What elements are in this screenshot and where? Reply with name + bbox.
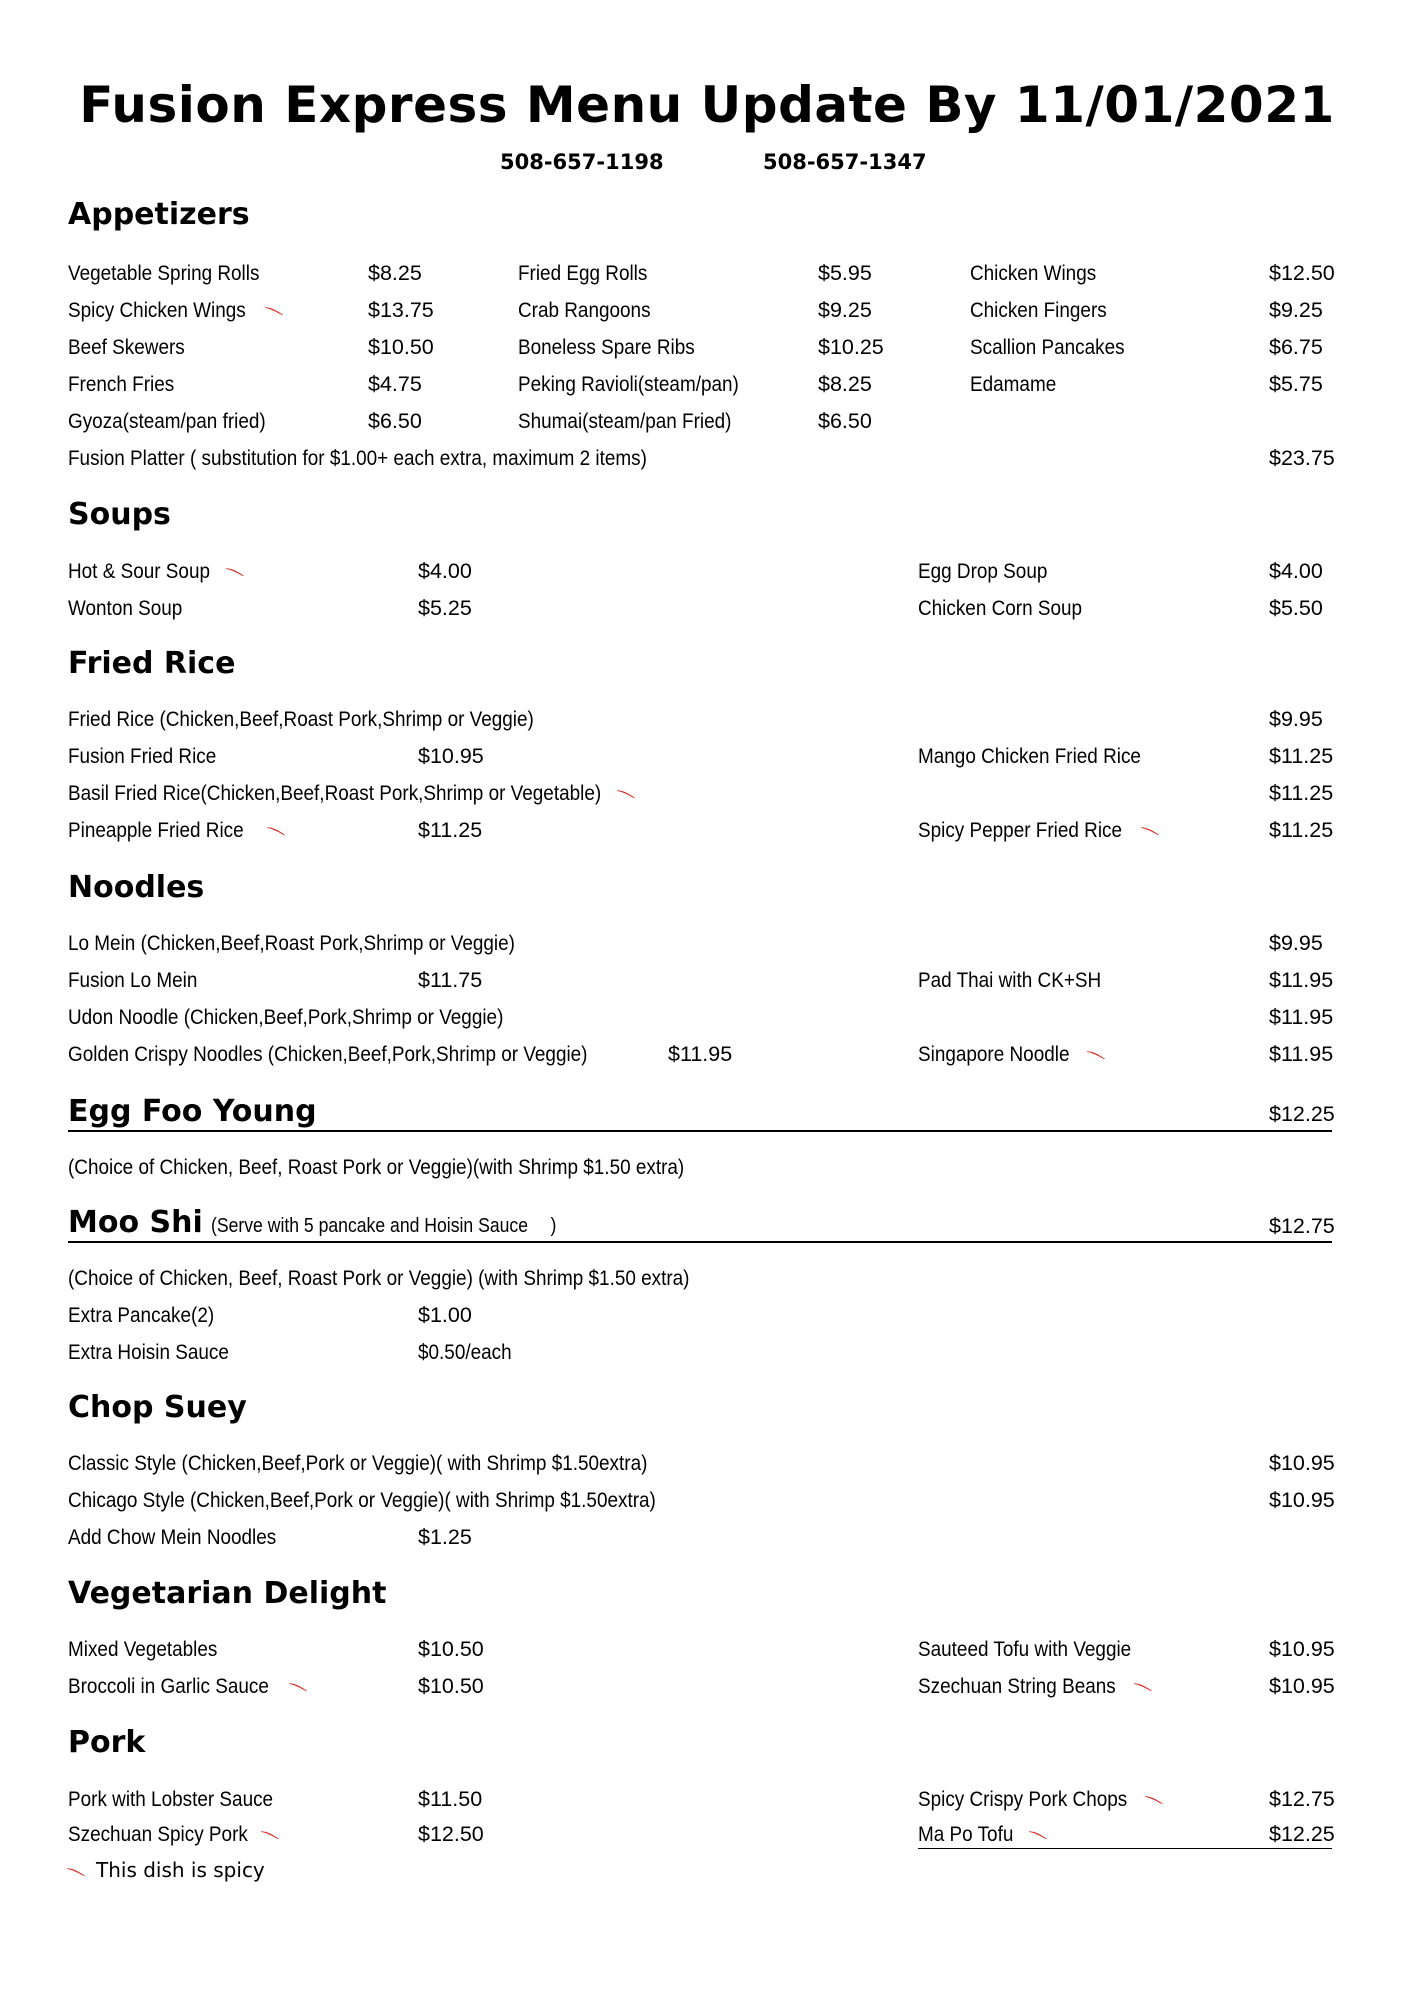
- menu-item-price: $10.95: [1269, 1488, 1335, 1512]
- menu-item-name: Chicken Fingers: [970, 298, 1107, 322]
- section-heading-chop-suey: Chop Suey: [68, 1390, 247, 1425]
- menu-item-price: $11.25: [418, 818, 483, 842]
- section-heading-pork: Pork: [68, 1725, 146, 1760]
- section-heading-fried-rice: Fried Rice: [68, 646, 236, 681]
- menu-item-price: $5.50: [1269, 596, 1323, 620]
- menu-item-price: $10.50: [418, 1637, 484, 1661]
- menu-item-name: Boneless Spare Ribs: [518, 335, 695, 359]
- menu-item-price: $6.50: [368, 409, 422, 433]
- menu-item-name: Broccoli in Garlic Sauce: [68, 1674, 269, 1698]
- menu-item-name: Szechuan Spicy Pork: [68, 1822, 248, 1846]
- menu-item-price: $11.95: [1269, 1005, 1334, 1029]
- menu-item: [68, 297, 284, 323]
- menu-item: [68, 558, 245, 584]
- menu-item-price: $11.25: [1269, 744, 1334, 768]
- menu-item-name: Pad Thai with CK+SH: [918, 968, 1102, 992]
- menu-item-name: Basil Fried Rice(Chicken,Beef,Roast Pork,Shrimp or Vegetable): [68, 781, 602, 805]
- menu-item-name: Spicy Crispy Pork Chops: [918, 1787, 1128, 1811]
- menu-item-price: $5.95: [818, 261, 872, 285]
- menu-item-name: Classic Style (Chicken,Beef,Pork or Veggie)( with Shrimp $1.50extra): [68, 1451, 648, 1475]
- menu-item-price: $8.25: [368, 261, 422, 285]
- phone-number-2[interactable]: 508-657-1347: [763, 150, 927, 174]
- menu-item-price: $9.95: [1269, 707, 1323, 731]
- menu-item: [68, 1821, 280, 1847]
- menu-item-price: $10.25: [818, 335, 884, 359]
- menu-item: [68, 780, 636, 806]
- chili-pepper-icon: [616, 789, 636, 799]
- legend-text: This dish is spicy: [96, 1858, 265, 1882]
- menu-item-name: Lo Mein (Chicken,Beef,Roast Pork,Shrimp or Veggie): [68, 931, 515, 955]
- spicy-legend: [66, 1858, 265, 1882]
- menu-item-name: Wonton Soup: [68, 596, 183, 620]
- menu-item: [68, 817, 286, 843]
- menu-item-name: Pineapple Fried Rice: [68, 818, 244, 842]
- phone-number-1[interactable]: 508-657-1198: [500, 150, 664, 174]
- menu-item-name: Chicken Wings: [970, 261, 1097, 285]
- menu-item-price: $10.95: [1269, 1674, 1335, 1698]
- menu-item-price: $12.25: [1269, 1102, 1335, 1126]
- chili-pepper-icon: [266, 826, 286, 836]
- menu-item-name: Ma Po Tofu: [918, 1822, 1014, 1846]
- moo-shi-subtitle: (Serve with 5 pancake and Hoisin Sauce ): [211, 1215, 557, 1237]
- menu-item: [918, 1673, 1153, 1699]
- menu-item-price: $10.95: [418, 744, 484, 768]
- chili-pepper-icon: [1086, 1050, 1106, 1060]
- menu-item-name: Chicago Style (Chicken,Beef,Pork or Veggie)( with Shrimp $1.50extra): [68, 1488, 656, 1512]
- section-heading-moo-shi: Moo Shi: [68, 1205, 203, 1240]
- menu-item-price: $11.25: [1269, 781, 1334, 805]
- menu-item: [68, 1673, 308, 1699]
- menu-item: [918, 1041, 1106, 1067]
- menu-item-name: Pork with Lobster Sauce: [68, 1787, 274, 1811]
- menu-item-name: Crab Rangoons: [518, 298, 651, 322]
- menu-item-name: Udon Noodle (Chicken,Beef,Pork,Shrimp or Veggie): [68, 1005, 504, 1029]
- menu-item-price: $12.75: [1269, 1787, 1335, 1811]
- menu-item-price: $12.50: [418, 1822, 484, 1846]
- menu-item-name: Chicken Corn Soup: [918, 596, 1083, 620]
- chili-pepper-icon: [1140, 826, 1160, 836]
- menu-item-name: Mixed Vegetables: [68, 1637, 218, 1661]
- menu-item-name: Gyoza(steam/pan fried): [68, 409, 266, 433]
- menu-item: [918, 1821, 1048, 1847]
- menu-item-name: Mango Chicken Fried Rice: [918, 744, 1141, 768]
- menu-item-name: Shumai(steam/pan Fried): [518, 409, 732, 433]
- section-heading-vegetarian-delight: Vegetarian Delight: [68, 1576, 387, 1611]
- menu-item-name: Golden Crispy Noodles (Chicken,Beef,Pork,Shrimp or Veggie): [68, 1042, 588, 1066]
- menu-item: [918, 817, 1160, 843]
- menu-item-price: $9.25: [818, 298, 872, 322]
- menu-item-price: $0.50/each: [418, 1340, 512, 1364]
- menu-item-price: $1.00: [418, 1303, 472, 1327]
- menu-item-price: $23.75: [1269, 446, 1335, 470]
- chili-pepper-icon: [260, 1830, 280, 1840]
- menu-item-price: $11.50: [418, 1787, 483, 1811]
- menu-item-name: Spicy Pepper Fried Rice: [918, 818, 1123, 842]
- menu-item-price: $12.50: [1269, 261, 1335, 285]
- chili-pepper-icon: [1028, 1830, 1048, 1840]
- menu-item-name: Hot & Sour Soup: [68, 559, 210, 583]
- menu-item-name: Peking Ravioli(steam/pan): [518, 372, 739, 396]
- menu-item-name: Fusion Platter ( substitution for $1.00+ each extra, maximum 2 items): [68, 446, 647, 470]
- menu-item-name: Extra Hoisin Sauce: [68, 1340, 229, 1364]
- menu-item-price: $11.95: [668, 1042, 733, 1066]
- menu-item: [918, 1786, 1164, 1812]
- menu-item-price: $10.50: [418, 1674, 484, 1698]
- menu-item-price: $11.95: [1269, 1042, 1334, 1066]
- menu-item-price: $11.95: [1269, 968, 1334, 992]
- section-underline: [68, 1241, 1332, 1243]
- menu-item-price: $6.75: [1269, 335, 1323, 359]
- row-underline: [918, 1848, 1332, 1849]
- menu-item-name: Fried Rice (Chicken,Beef,Roast Pork,Shrimp or Veggie): [68, 707, 534, 731]
- menu-item-name: Fusion Lo Mein: [68, 968, 198, 992]
- menu-item-name: Szechuan String Beans: [918, 1674, 1116, 1698]
- menu-item-name: Scallion Pancakes: [970, 335, 1125, 359]
- menu-item-name: Egg Drop Soup: [918, 559, 1048, 583]
- section-heading-appetizers: Appetizers: [68, 197, 250, 232]
- menu-note: (Choice of Chicken, Beef, Roast Pork or Veggie)(with Shrimp $1.50 extra): [68, 1155, 685, 1179]
- menu-item-name: Extra Pancake(2): [68, 1303, 215, 1327]
- menu-item-price: $12.25: [1269, 1822, 1335, 1846]
- menu-item-price: $4.00: [1269, 559, 1323, 583]
- menu-item-name: Add Chow Mein Noodles: [68, 1525, 277, 1549]
- menu-item-price: $5.25: [418, 596, 472, 620]
- menu-item-price: $9.25: [1269, 298, 1323, 322]
- menu-item-price: $12.75: [1269, 1214, 1335, 1238]
- menu-item-price: $5.75: [1269, 372, 1323, 396]
- menu-item-price: $4.75: [368, 372, 422, 396]
- chili-pepper-icon: [1144, 1795, 1164, 1805]
- menu-item-price: $10.95: [1269, 1637, 1335, 1661]
- menu-item-name: Edamame: [970, 372, 1057, 396]
- moo-shi-heading-row: [68, 1205, 604, 1240]
- menu-note: (Choice of Chicken, Beef, Roast Pork or Veggie) (with Shrimp $1.50 extra): [68, 1266, 690, 1290]
- menu-item-price: $13.75: [368, 298, 434, 322]
- section-underline: [68, 1130, 1332, 1132]
- chili-pepper-icon: [66, 1867, 86, 1877]
- menu-item-price: $10.95: [1269, 1451, 1335, 1475]
- chili-pepper-icon: [264, 306, 284, 316]
- section-heading-soups: Soups: [68, 497, 171, 532]
- menu-item-name: Fusion Fried Rice: [68, 744, 217, 768]
- menu-title: Fusion Express Menu Update By 11/01/2021: [79, 76, 1335, 134]
- chili-pepper-icon: [225, 567, 245, 577]
- menu-item-name: Vegetable Spring Rolls: [68, 261, 260, 285]
- menu-item-name: Fried Egg Rolls: [518, 261, 648, 285]
- menu-item-name: Singapore Noodle: [918, 1042, 1070, 1066]
- menu-item-price: $10.50: [368, 335, 434, 359]
- menu-item-price: $1.25: [418, 1525, 472, 1549]
- menu-item-price: $11.75: [418, 968, 483, 992]
- menu-item-price: $8.25: [818, 372, 872, 396]
- menu-item-price: $11.25: [1269, 818, 1334, 842]
- section-heading-egg-foo-young: Egg Foo Young: [68, 1094, 317, 1129]
- menu-item-name: Spicy Chicken Wings: [68, 298, 246, 322]
- menu-item-name: Beef Skewers: [68, 335, 185, 359]
- menu-item-price: $6.50: [818, 409, 872, 433]
- menu-item-price: $9.95: [1269, 931, 1323, 955]
- menu-item-name: French Fries: [68, 372, 175, 396]
- section-heading-noodles: Noodles: [68, 870, 205, 905]
- chili-pepper-icon: [1133, 1682, 1153, 1692]
- chili-pepper-icon: [288, 1682, 308, 1692]
- menu-item-price: $4.00: [418, 559, 472, 583]
- menu-item-name: Sauteed Tofu with Veggie: [918, 1637, 1132, 1661]
